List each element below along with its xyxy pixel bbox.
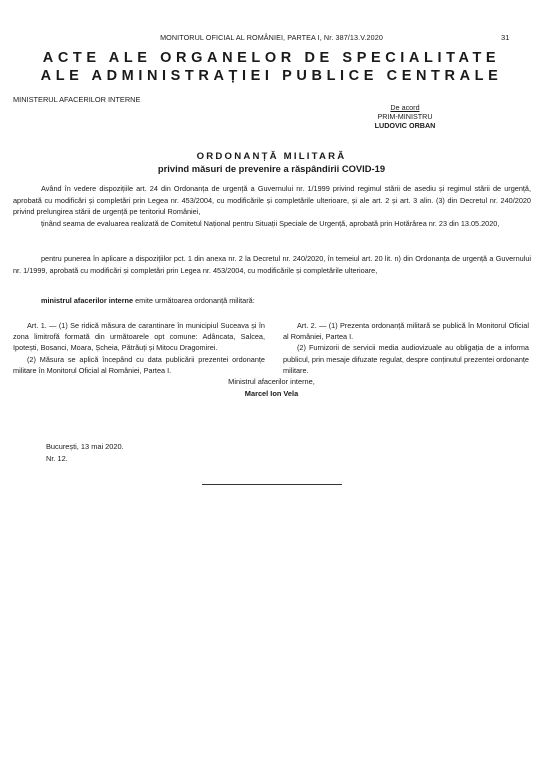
approval-block	[340, 103, 470, 130]
signer-role: Ministrul afacerilor interne,	[228, 377, 315, 386]
article-1	[13, 320, 265, 376]
issuer-phrase: ministrul afacerilor interne	[41, 296, 134, 305]
approval-role: PRIM-MINISTRU	[377, 112, 433, 121]
preamble-paragraph-4	[13, 295, 531, 307]
order-number: Nr. 12.	[46, 453, 68, 463]
article-2-paragraph-2: (2) Furnizorii de servicii media audiovizuale au obligația de a informa publicul, prin mesaje difuzate regulat, despre conținutul prezentei ordonanțe militare.	[283, 343, 529, 375]
section-title-line-2: ALE ADMINISTRAȚIEI PUBLICE CENTRALE	[40, 68, 503, 84]
signer-name: Marcel Ion Vela	[244, 388, 299, 398]
article-1-paragraph-2: (2) Măsura se aplică începând cu data publicării prezentei ordonanțe militare în Monitorul Oficial al României, Partea I.	[13, 354, 265, 375]
article-1-paragraph-1: Art. 1. — (1) Se ridică măsura de carantinare în municipiul Suceava și în zona limitrofă formată din următoarele opt comune: Adâncata, Salcea, Ipotești, Bosanci, Moara, Șcheia, Pătrăuți și Mitocu Dragomirei.	[13, 321, 265, 353]
article-2	[283, 320, 529, 376]
document-type: ORDONANȚĂ MILITARĂ	[196, 151, 347, 162]
preamble-paragraph-2: ținând seama de evaluarea realizată de Comitetul Național pentru Situații Speciale de Urgență, aprobată prin Hotărârea nr. 23 din 13.05.2020,	[41, 219, 500, 228]
issuing-ministry: MINISTERUL AFACERILOR INTERNE	[13, 95, 141, 104]
preamble-paragraph-1: Având în vedere dispozițiile art. 24 din Ordonanța de urgență a Guvernului nr. 1/1999 privind regimul stării de asediu și regimul stării de urgență, aprobată cu modificări și completări prin Legea nr. 453/2004, cu modificările și completările ulterioare, și ale art. 2 și art. 3 alin. (3) din Decretul nr. 240/2020 privind prelungirea stării de urgență pe teritoriul României,	[13, 184, 531, 216]
place-date: București, 13 mai 2020.	[46, 442, 124, 451]
section-title-line-1: ACTE ALE ORGANELOR DE SPECIALITATE	[42, 50, 501, 66]
preamble-paragraph-3: pentru punerea în aplicare a dispozițiilor pct. 1 din anexa nr. 2 la Decretul nr. 240/2020, în temeiul art. 20 lit. n) din Ordonanța de urgență a Guvernului nr. 1/1999, aprobată cu modificări și completări prin Legea nr. 453/2004, cu modificările și completările ulterioare,	[13, 254, 531, 275]
approval-label: De acord	[390, 103, 420, 112]
emits-phrase: emite următoarea ordonanță militară:	[133, 296, 255, 305]
signature-block	[0, 376, 543, 399]
approval-name: LUDOVIC ORBAN	[374, 121, 436, 130]
document-subject: privind măsuri de prevenire a răspândirii COVID-19	[157, 163, 386, 174]
divider-line	[202, 484, 342, 485]
article-2-paragraph-1: Art. 2. — (1) Prezenta ordonanță militară se publică în Monitorul Oficial al României, Partea I.	[283, 321, 529, 342]
place-and-date-block	[46, 441, 124, 464]
gazette-header: MONITORUL OFICIAL AL ROMÂNIEI, PARTEA I, Nr. 387/13.V.2020	[160, 33, 383, 42]
page-number: 31	[501, 33, 510, 42]
